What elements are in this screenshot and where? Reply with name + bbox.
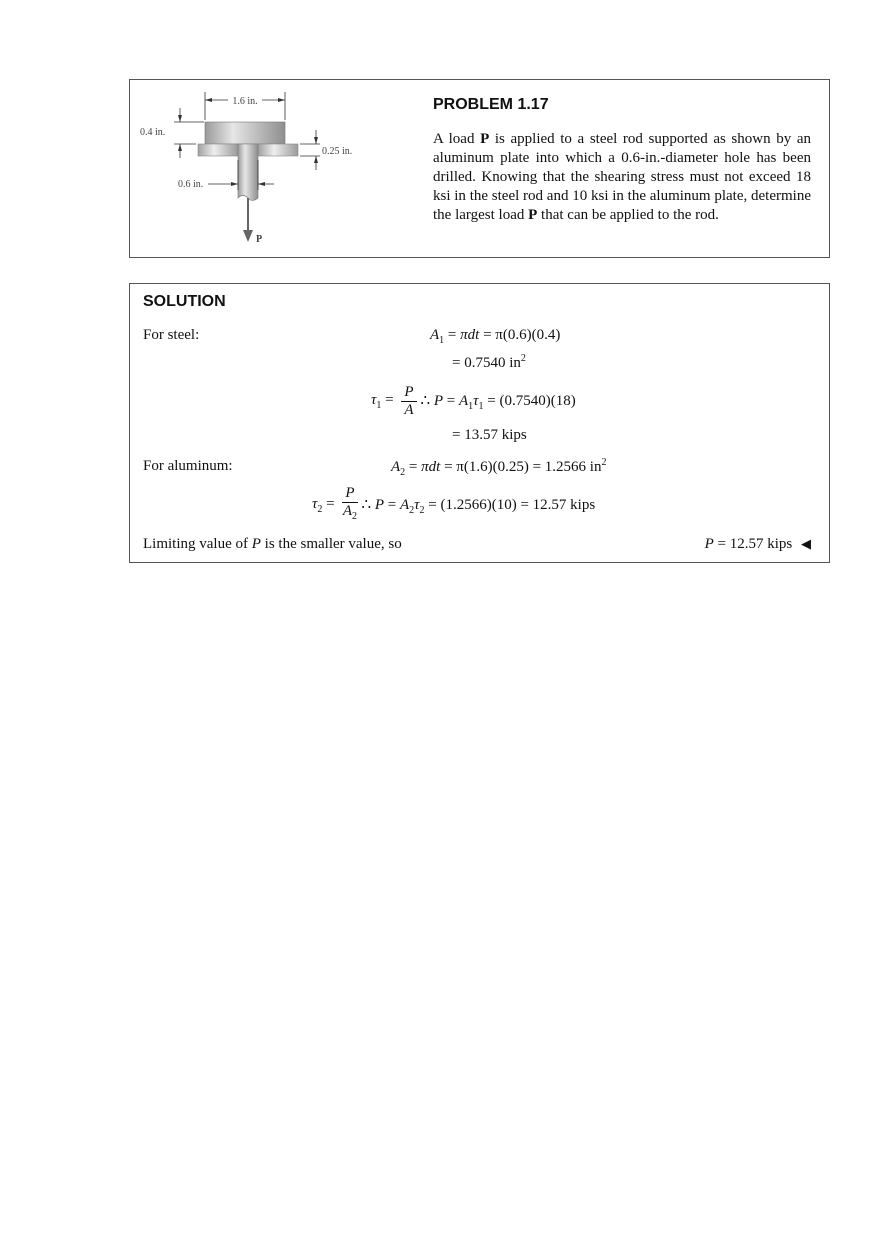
rod — [238, 144, 258, 201]
equation-steel-result: = 13.57 kips — [452, 427, 527, 443]
equation-area-aluminum: $A_2 = \pi dt = \pi(1.6)(0.25) = 1.2566$ $in^2$ — [391, 457, 607, 478]
statement-part: A load — [433, 131, 481, 147]
rod-head — [205, 122, 285, 144]
limiting-statement: Limiting value of P is the smaller value, so — [143, 536, 402, 552]
equation-area-steel: $A_1 = \pi dt = \pi(0.6)(0.4)$ — [430, 327, 561, 346]
steel-label: For steel: — [143, 327, 200, 343]
load-arrow — [243, 230, 253, 242]
plate-left — [198, 144, 238, 156]
statement-load-symbol: P — [528, 207, 538, 223]
problem-title: PROBLEM 1.17 — [433, 96, 549, 113]
equation-area-value: = 0.7540 $in^2$ — [452, 353, 526, 371]
dim-left-label: 0.4 in. — [140, 127, 166, 138]
solution-box — [129, 283, 830, 563]
solution-title: SOLUTION — [143, 293, 226, 310]
problem-statement — [433, 130, 811, 225]
equation-steel-load: $\tau_1$ = $\frac{P}{A}$ ∴ $P = A_1\tau_1 = (0.7540)(18)$ — [371, 384, 576, 418]
statement-load-symbol: P — [480, 131, 490, 147]
equation-aluminum-load: $\tau_2$ = $\frac{P}{A_2}$ ∴ $P = A_2\tau_2 = (1.2566)(10) = 12.57$ kips — [312, 485, 596, 522]
problem-box — [129, 79, 830, 258]
problem-figure — [136, 90, 426, 250]
statement-part: that can be applied to the rod. — [537, 207, 719, 223]
answer-marker-icon: ◀ — [801, 537, 811, 552]
dim-right-line — [300, 130, 320, 170]
statement-part: is applied to a steel rod supported as shown by an aluminum plate into which a 0.6-in.-diameter hole has been drilled. Knowing that the shearing stress must not exceed 18 ksi in the steel rod and 10 ksi in the aluminum plate, determine the largest load — [433, 131, 811, 223]
dim-rod-label: 0.6 in. — [178, 179, 204, 190]
dim-right-label: 0.25 in. — [322, 146, 353, 157]
final-answer: P = 12.57 kips ◀ — [704, 536, 811, 552]
plate-right — [258, 144, 298, 156]
aluminum-label: For aluminum: — [143, 458, 233, 474]
dim-top-label: 1.6 in. — [232, 96, 258, 107]
load-label: P — [256, 234, 263, 245]
